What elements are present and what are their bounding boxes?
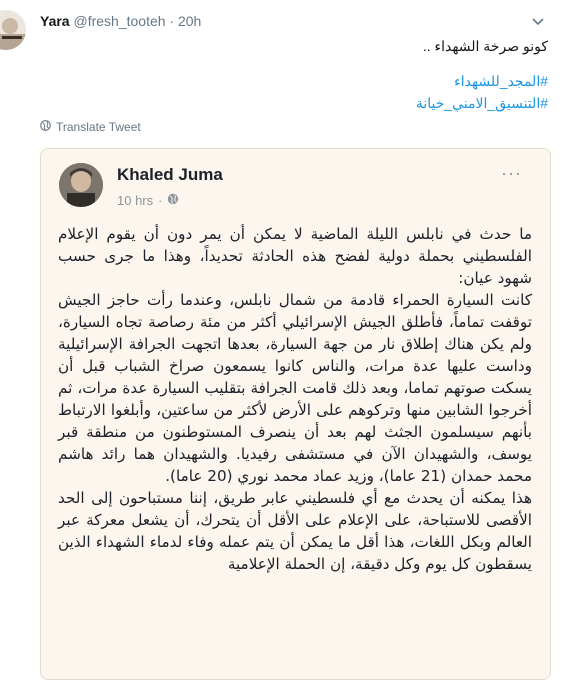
hashtag-list — [68, 70, 548, 114]
user-handle[interactable]: @fresh_tooteh — [73, 13, 166, 29]
fb-post-time: 10 hrs — [117, 193, 154, 208]
fb-post-paragraph: كانت السيارة الحمراء قادمة من شمال نابلس، وعندما رأت حاجز الجيش توقفت تماماً، فأطلق الجيش الإسرائيلي أكثر من مئة رصاصة تجاه السيارة، ولم يكن هناك إطلاق نار من جهة السيارة، بعدها اتجهت الجرافة الإسرائيلية وداست عليها عدة مرات، والناس كانوا يسمعون صراخ الشباب قبل أن يسكت صوتهم تماما، وبعد ذلك قامت الجرافة بتقليب السيارة عدة مرات، ثم أخرجوا الشابين منها وتركوهم على الأرض لأكثر من ساعتين، وأبلغوا الارتباط بأنهم سيسلمون الجثث لهم بعد أن ينصرف المستوطنون من منطقة قبر يوسف، والشهيدان الآن في مستشفى رفيديا. والشهيدان هما رائد هاشم محمد حمدان (21 عاما)، وزيد عماد محمد نوري (20 عاما). — [58, 291, 532, 485]
tweet-timestamp[interactable]: 20h — [177, 13, 202, 29]
fb-post-paragraph: ما حدث في نابلس الليلة الماضية لا يمكن أن يمر دون أن يقوم الإعلام الفلسطيني بحملة دولية لفضح هذه الحادثة تحديداً، وهذا ما جرى حسب شهود عيان: — [58, 225, 532, 287]
fb-post-body — [58, 223, 532, 575]
fb-post-paragraph: هذا يمكنه أن يحدث مع أي فلسطيني عابر طريق، إننا مستباحون إلى الحد الأقصى للاستباحة، على الإعلام على الأقل أن يتحرك، أن يشعل معركة عبر العالم وبكل اللغات، هذا أقل ما يمكن أن يتم عمله وفاء لدماء الشهداء الذين يسقطون كل يوم وكل دقيقة، إن الحملة الإعلامية — [58, 489, 532, 573]
fb-post-meta — [117, 193, 179, 208]
display-name[interactable]: Yara — [40, 13, 70, 29]
translate-label: Translate Tweet — [56, 120, 141, 134]
hashtag-link[interactable]: #التنسيق_الامني_خيانة — [415, 95, 548, 111]
translate-tweet-link[interactable] — [40, 120, 141, 134]
user-avatar[interactable] — [0, 10, 26, 50]
tweet-text: كونو صرخة الشهداء .. — [422, 38, 548, 54]
fb-author-name: Khaled Juma — [117, 165, 223, 184]
separator-dot: · — [169, 13, 175, 29]
tweet-header — [40, 13, 201, 29]
fb-author-avatar — [59, 163, 103, 207]
chevron-down-icon[interactable] — [530, 13, 546, 29]
more-icon: ··· — [501, 163, 522, 183]
facebook-post-screenshot[interactable] — [40, 148, 551, 680]
hashtag-link[interactable]: #المجد_للشهداء — [454, 73, 548, 89]
globe-icon — [167, 193, 179, 208]
separator-dot: · — [158, 193, 163, 208]
globe-icon — [40, 120, 51, 134]
